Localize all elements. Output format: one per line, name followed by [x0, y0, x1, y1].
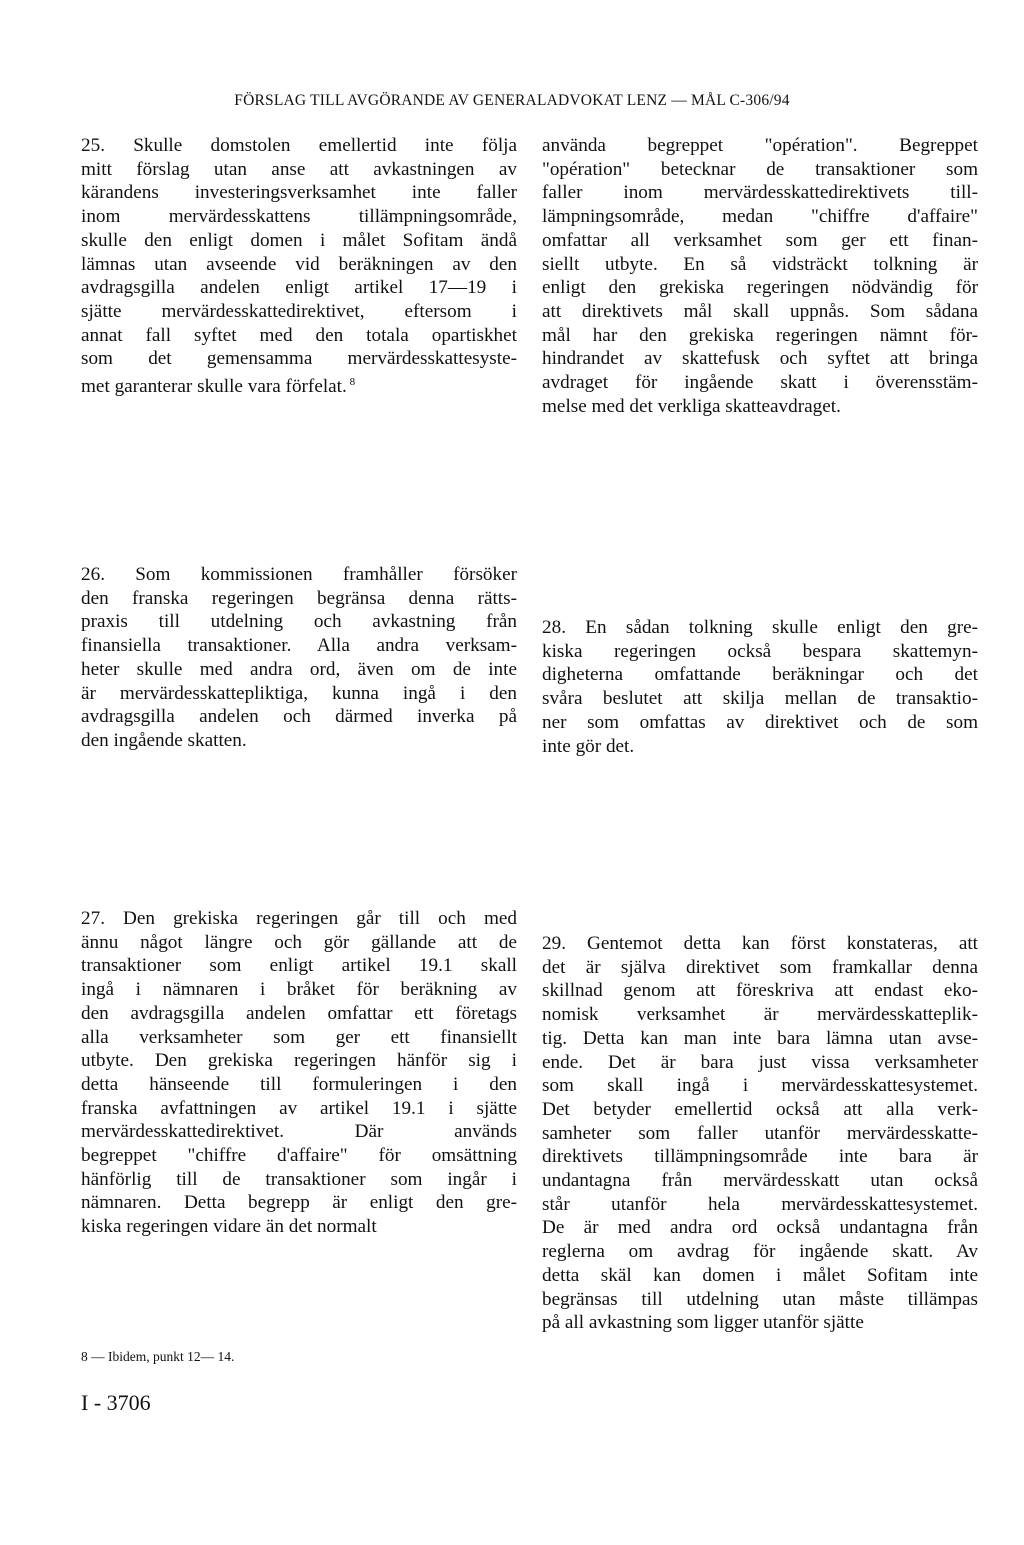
- text-line: utbyte. Den grekiska regeringen hänför sig i: [81, 1050, 517, 1072]
- text-line: svåra beslutet att skilja mellan de transaktio-: [542, 688, 978, 710]
- text-line: sjätte mervärdesskattedirektivet, eftersom i: [81, 300, 517, 322]
- text-line: nämnaren. Detta begrepp är enligt den gre-: [81, 1192, 517, 1214]
- text-line: De är med andra ord också undantagna från: [542, 1217, 978, 1239]
- text-line: direktivets tillämpningsområde inte bara är: [542, 1146, 978, 1168]
- text-line: lämpningsområde, medan "chiffre d'affaire": [542, 206, 978, 228]
- text-line: mervärdesskattedirektivet. Där används: [81, 1121, 517, 1143]
- text-line: mitt förslag utan anse att avkastningen av: [81, 158, 517, 180]
- text-line: enligt den grekiska regeringen nödvändig för: [542, 277, 978, 299]
- text-line: begreppet "chiffre d'affaire" för omsättning: [81, 1145, 517, 1167]
- text-line: alla verksamheter som ger ett finansiellt: [81, 1026, 517, 1048]
- text-line: met garanterar skulle vara förfelat. $^8$: [81, 376, 356, 398]
- paragraph-26: [81, 563, 517, 753]
- text-line: samheter som faller utanför mervärdesskatte-: [542, 1122, 978, 1144]
- text-line: som skall ingå i mervärdesskattesystemet.: [542, 1075, 978, 1097]
- text-line: praxis till utdelning och avkastning från: [81, 611, 517, 633]
- paragraph-27: [81, 907, 517, 1239]
- text-line: 25. Skulle domstolen emellertid inte följa: [81, 135, 517, 156]
- text-line: avdragsgilla andelen och därmed inverka på: [81, 706, 517, 728]
- text-line: den franska regeringen begränsa denna rätts-: [81, 587, 517, 609]
- text-line: inte gör det.: [542, 735, 635, 757]
- text-line: faller inom mervärdesskattedirektivets till-: [542, 182, 978, 204]
- text-line: skillnad genom att föreskriva att endast eko-: [542, 980, 978, 1002]
- text-line: siellt utbyte. En så vidsträckt tolkning är: [542, 253, 978, 275]
- text-line: ingå i nämnaren i bråket för beräkning av: [81, 979, 517, 1001]
- text-line: detta hänseende till formuleringen i den: [81, 1073, 517, 1095]
- text-line: som det gemensamma mervärdesskattesyste-: [81, 348, 517, 370]
- text-line: franska avfattningen av artikel 19.1 i sjätte: [81, 1097, 517, 1119]
- text-line: transaktioner som enligt artikel 19.1 skall: [81, 955, 517, 977]
- text-line: omfattar all verksamhet som ger ett finan-: [542, 229, 978, 251]
- text-line: mål har den grekiska regeringen nämnt för-: [542, 324, 978, 346]
- text-line: 27. Den grekiska regeringen går till och med: [81, 908, 517, 929]
- paragraph-27-continued: [542, 134, 978, 418]
- text-line: heter skulle med andra ord, även om de inte: [81, 658, 517, 680]
- text-line: ende. Det är bara just vissa verksamheter: [542, 1051, 978, 1073]
- text-line: hänförlig till de transaktioner som ingår i: [81, 1168, 517, 1190]
- text-line: undantagna från mervärdesskatt utan också: [542, 1170, 978, 1192]
- text-line: står utanför hela mervärdesskattesystemet.: [542, 1193, 978, 1215]
- paragraph-28: [542, 616, 978, 758]
- paragraph-25: [81, 134, 517, 399]
- text-line: begränsas till utdelning utan måste tillämpas: [542, 1288, 978, 1310]
- text-line: annat fall syftet med den totala opartiskhet: [81, 324, 517, 346]
- text-line: är mervärdesskattepliktiga, kunna ingå i den: [81, 682, 517, 704]
- text-line: att direktivets mål skall uppnås. Som sådana: [542, 300, 978, 322]
- text-line: den ingående skatten.: [81, 729, 247, 751]
- footnote-reference[interactable]: 8: [346, 376, 356, 389]
- text-line: det är själva direktivet som framkallar denna: [542, 956, 978, 978]
- text-line: nomisk verksamhet är mervärdesskatteplik-: [542, 1004, 978, 1026]
- text-line: tig. Detta kan man inte bara lämna utan avse-: [542, 1027, 978, 1049]
- text-line: finansiella transaktioner. Alla andra verksam-: [81, 635, 517, 657]
- text-line: skulle den enligt domen i målet Sofitam ändå: [81, 229, 517, 251]
- text-line: 29. Gentemot detta kan först konstateras, att: [542, 933, 978, 954]
- text-line: på all avkastning som ligger utanför sjätte: [542, 1312, 864, 1334]
- text-line: avdraget för ingående skatt i överensstäm-: [542, 372, 978, 394]
- text-line: melse med det verkliga skatteavdraget.: [542, 395, 841, 417]
- text-line: avdragsgilla andelen enligt artikel 17—19 i: [81, 277, 517, 299]
- footnote-8: 8 — Ibidem, punkt 12— 14.: [81, 1349, 235, 1364]
- page-number: I - 3706: [81, 1390, 151, 1415]
- text-line: ännu något längre och gör gällande att de: [81, 931, 517, 953]
- text-line: 26. Som kommissionen framhåller försöker: [81, 564, 517, 585]
- text-line: 28. En sådan tolkning skulle enligt den gre-: [542, 617, 978, 638]
- text-line: inom mervärdesskattens tillämpningsområde,: [81, 206, 517, 228]
- text-line: hindrandet av skattefusk och syftet att bringa: [542, 348, 978, 370]
- paragraph-29: [542, 932, 978, 1335]
- text-line: lämnas utan avseende vid beräkningen av den: [81, 253, 517, 275]
- text-line: den avdragsgilla andelen omfattar ett företags: [81, 1002, 517, 1024]
- text-line: kiska regeringen vidare än det normalt: [81, 1216, 377, 1238]
- text-line: "opération" betecknar de transaktioner som: [542, 158, 978, 180]
- text-line: ner som omfattas av direktivet och de som: [542, 711, 978, 733]
- running-header: FÖRSLAG TILL AVGÖRANDE AV GENERALADVOKAT LENZ — MÅL C-306/94: [234, 92, 790, 109]
- text-line: kiska regeringen också bespara skattemyn-: [542, 640, 978, 662]
- text-line: reglerna om avdrag för ingående skatt. Av: [542, 1241, 978, 1263]
- text-line: digheterna omfattande beräkningar och det: [542, 664, 978, 686]
- text-line: kärandens investeringsverksamhet inte faller: [81, 182, 517, 204]
- text-line: detta skäl kan domen i målet Sofitam inte: [542, 1264, 978, 1286]
- text-line: använda begreppet "opération". Begreppet: [542, 135, 978, 156]
- text-line: Det betyder emellertid också att alla verk-: [542, 1098, 978, 1120]
